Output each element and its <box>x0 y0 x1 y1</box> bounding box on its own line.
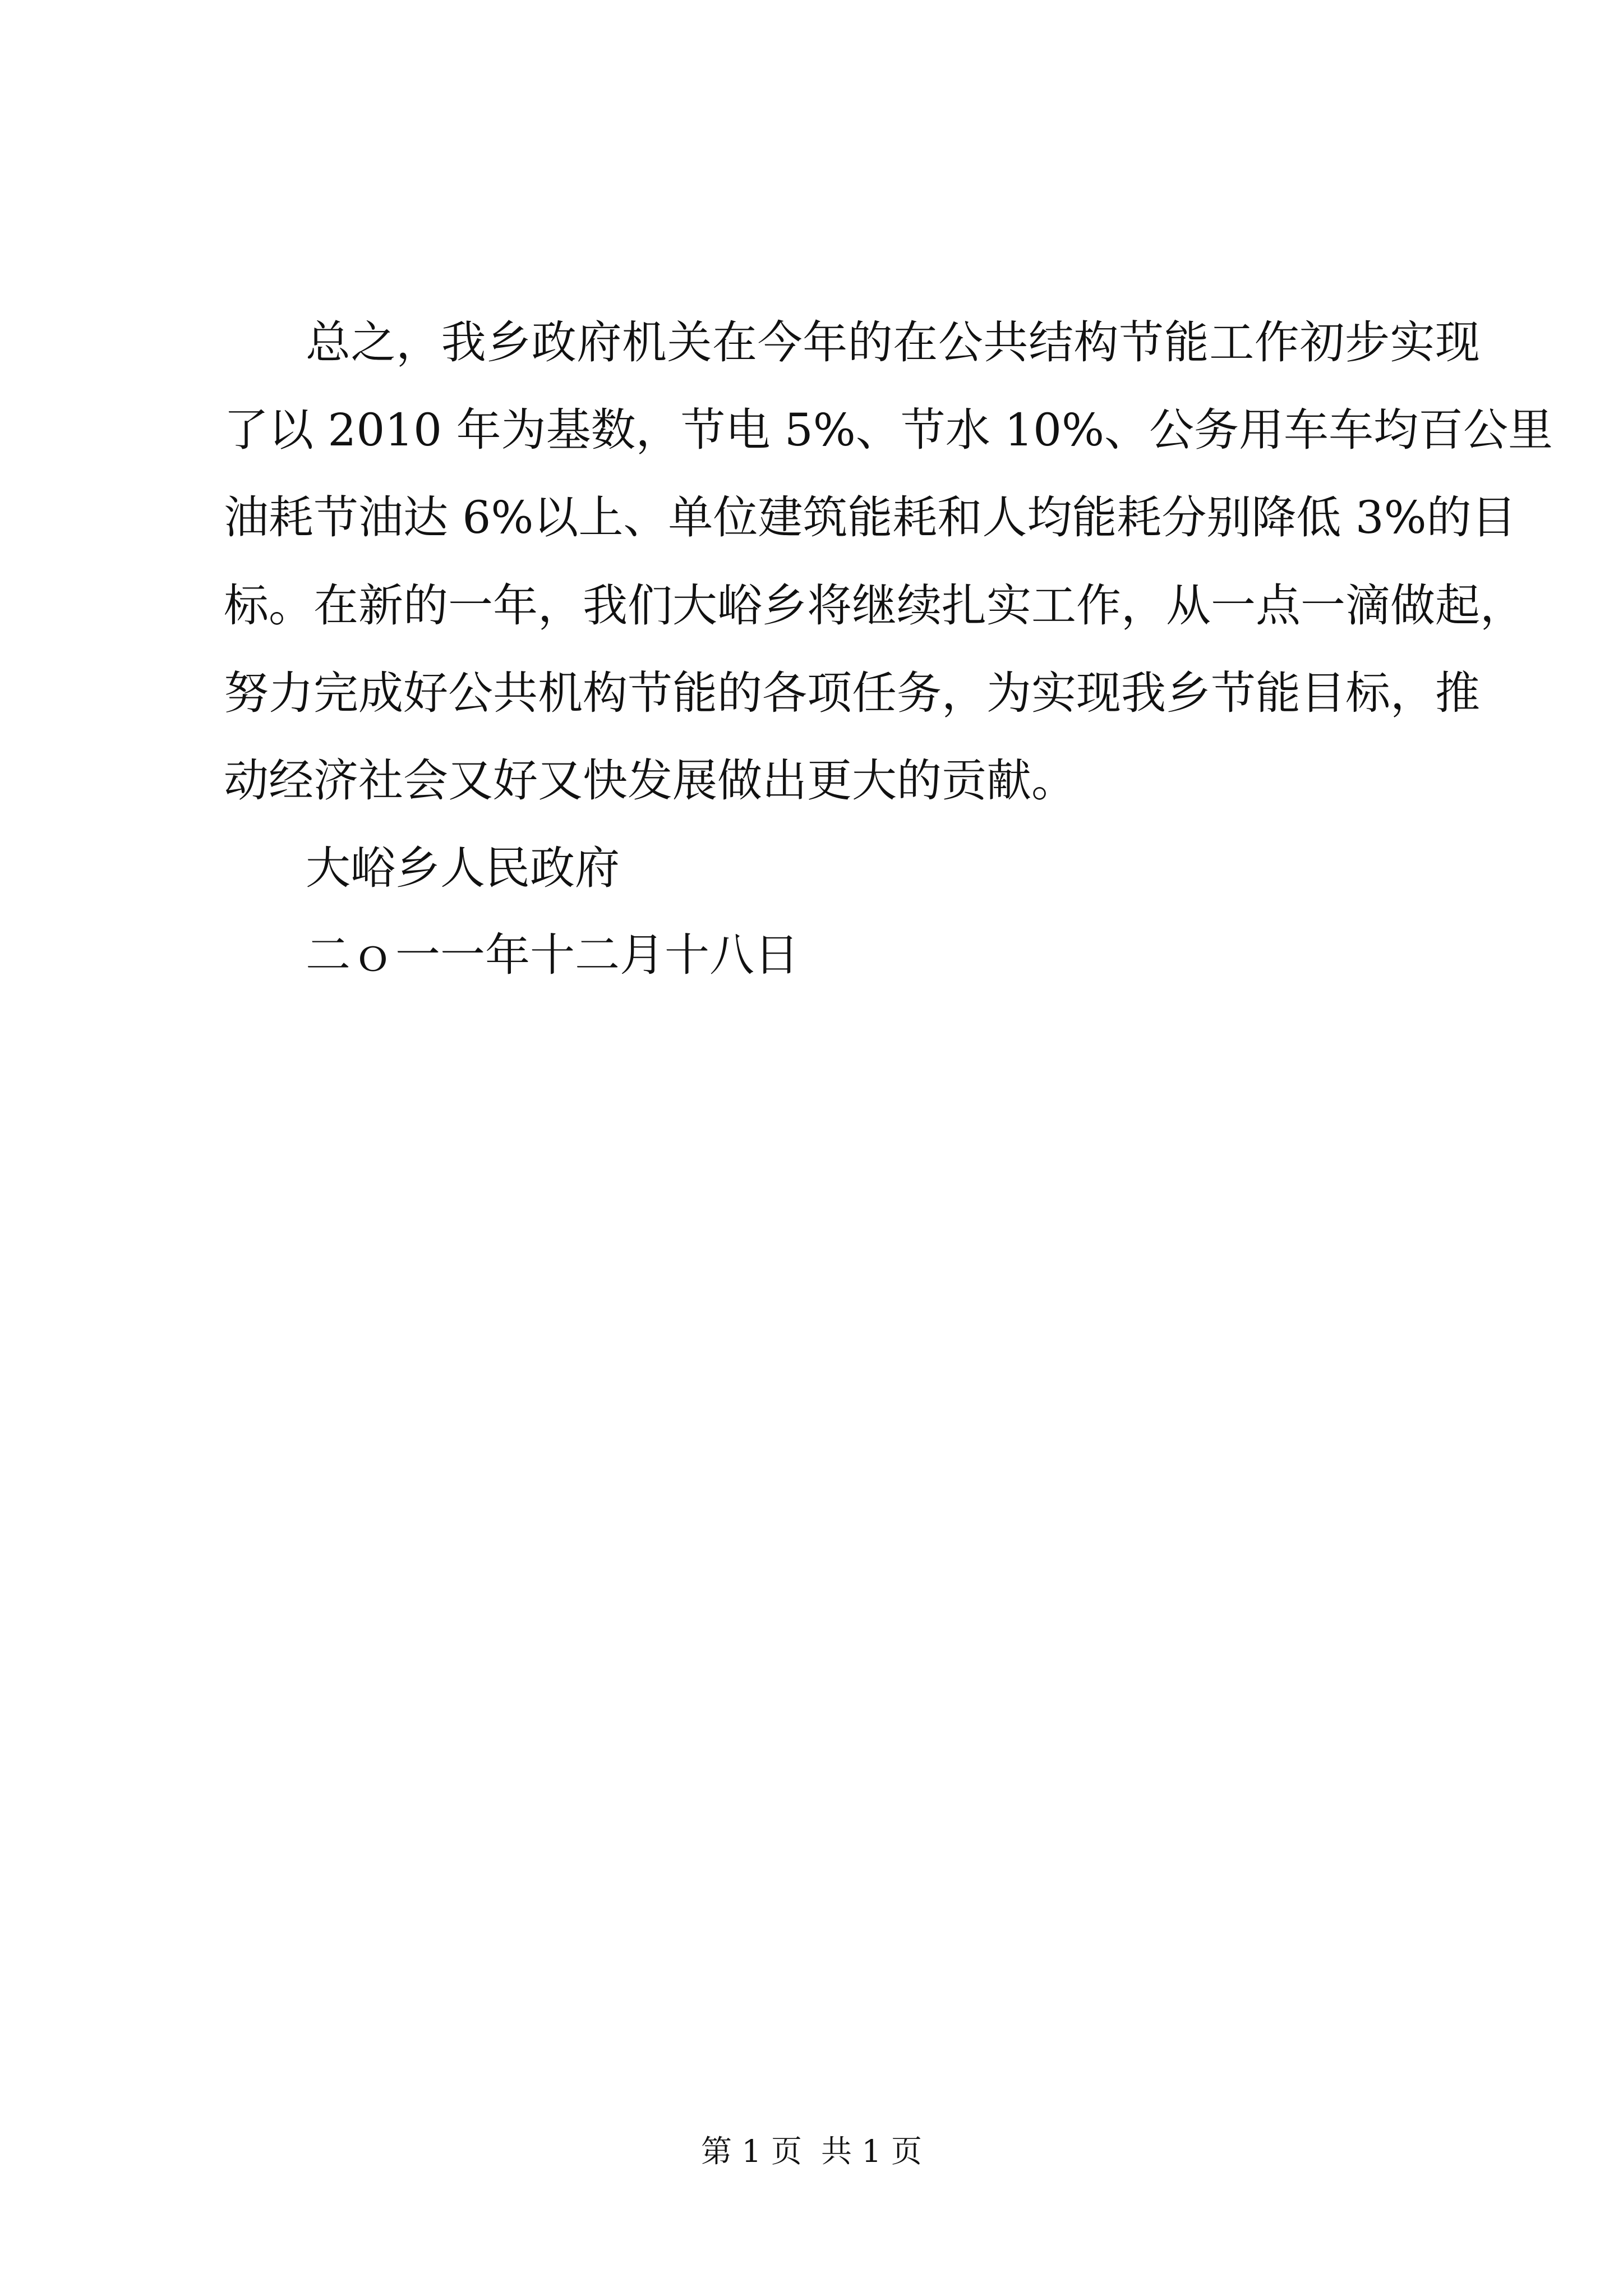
paragraph-line-3: 油耗节油达 6%以上、单位建筑能耗和人均能耗分别降低 3%的目 <box>224 491 1516 544</box>
page-footer <box>0 2129 1623 2174</box>
paragraph-line-5: 努力完成好公共机构节能的各项任务，为实现我乡节能目标，推 <box>224 667 1480 719</box>
paragraph-line-4: 标。在新的一年，我们大峪乡将继续扎实工作，从一点一滴做起， <box>224 579 1525 632</box>
paragraph-line-2: 了以 2010 年为基数，节电 5%、节水 10%、公务用车车均百公里 <box>224 404 1553 456</box>
page-number-total: 共 1 页 <box>821 2133 922 2169</box>
signature-date: 二ｏ一一年十二月十八日 <box>306 929 799 981</box>
signature-organization: 大峪乡人民政府 <box>306 842 620 894</box>
paragraph-line-6: 动经济社会又好又快发展做出更大的贡献。 <box>224 754 1076 807</box>
page-number-current: 第 1 页 <box>701 2133 802 2169</box>
paragraph-line-1: 总之，我乡政府机关在今年的在公共结构节能工作初步实现 <box>306 316 1480 369</box>
